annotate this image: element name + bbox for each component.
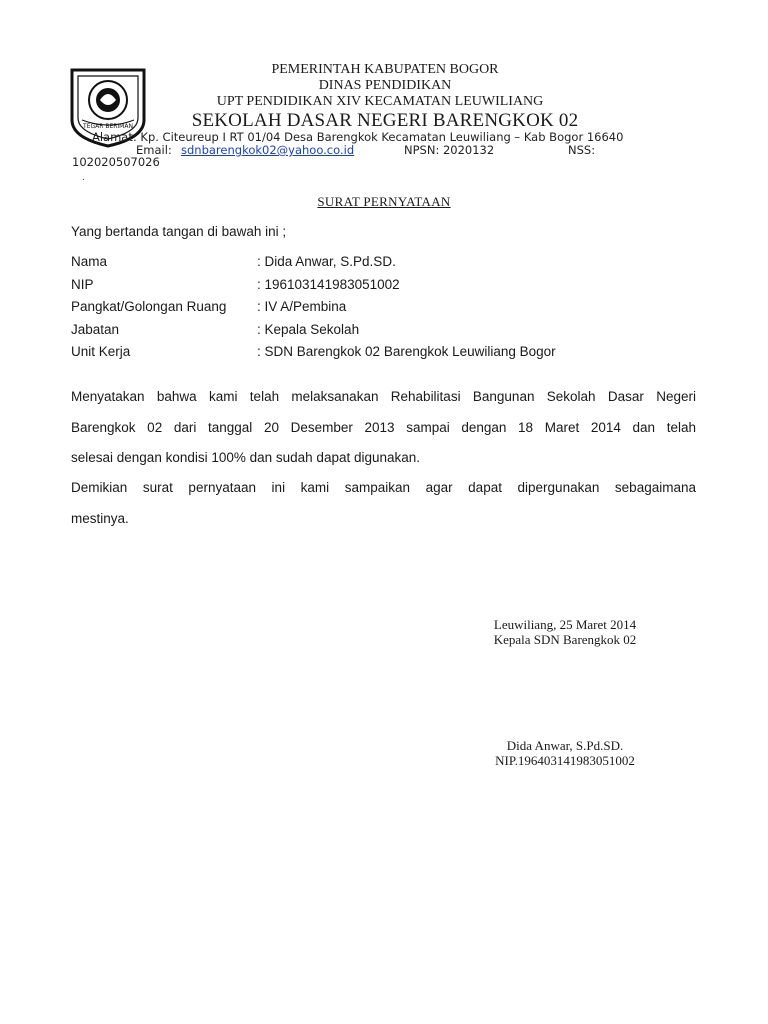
paragraph-1-line-1: Menyatakan bahwa kami telah melaksanakan Rehabilitasi Bangunan Sekolah Dasar Negeri (71, 389, 696, 404)
field-label-unit-kerja: Unit Kerja (71, 344, 131, 359)
logo-motto: TEGAR BERIMAN (83, 123, 133, 130)
nss-value: 102020507026 (72, 155, 160, 169)
letterhead-school-name: SEKOLAH DASAR NEGERI BARENGKOK 02 (191, 110, 579, 131)
paragraph-1-line-2: Barengkok 02 dari tanggal 20 Desember 2013 sampai dengan 18 Maret 2014 dan telah (71, 420, 696, 435)
field-label-nip: NIP (71, 277, 94, 292)
signature-role: Kepala SDN Barengkok 02 (493, 632, 637, 647)
field-value-unit-kerja: : SDN Barengkok 02 Barengkok Leuwiliang Bogor (257, 344, 556, 359)
intro-text: Yang bertanda tangan di bawah ini ; (71, 224, 287, 239)
paragraph-2-line-2: mestinya. (71, 511, 129, 526)
field-label-pangkat: Pangkat/Golongan Ruang (71, 299, 227, 314)
paragraph-2-line-1: Demikian surat pernyataan ini kami sampaikan agar dapat dipergunakan sebagaimana (71, 480, 696, 495)
email-label: Email: (136, 143, 172, 157)
field-value-pangkat: : IV A/Pembina (257, 299, 347, 314)
signature-place-date: Leuwiliang, 25 Maret 2014 (493, 617, 637, 632)
paragraph-1-line-3: selesai dengan kondisi 100% dan sudah dapat digunakan. (71, 450, 421, 465)
nss-label: NSS: (568, 143, 596, 157)
field-label-nama: Nama (71, 254, 108, 269)
stray-mark: . (82, 172, 85, 183)
letterhead-line-upt: UPT PENDIDIKAN XIV KECAMATAN LEUWILIANG (216, 94, 544, 109)
field-value-jabatan: : Kepala Sekolah (257, 322, 360, 337)
email-link[interactable]: sdnbarengkok02@yahoo.co.id (181, 143, 355, 157)
signature-name: Dida Anwar, S.Pd.SD. (506, 738, 624, 753)
letterhead-line-regency: PEMERINTAH KABUPATEN BOGOR (271, 62, 499, 77)
letterhead-address: Alamat: Kp. Citeureup I RT 01/04 Desa Barengkok Kecamatan Leuwiliang – Kab Bogor 16640 (92, 130, 624, 144)
letterhead-line-agency: DINAS PENDIDIKAN (318, 78, 452, 93)
field-value-nama: : Dida Anwar, S.Pd.SD. (257, 254, 396, 269)
npsn-text: NPSN: 2020132 (404, 143, 495, 157)
document-title: SURAT PERNYATAAN (317, 194, 451, 209)
signature-nip: NIP.196403141983051002 (495, 753, 635, 768)
field-value-nip: : 196103141983051002 (257, 277, 400, 292)
field-label-jabatan: Jabatan (71, 322, 120, 337)
